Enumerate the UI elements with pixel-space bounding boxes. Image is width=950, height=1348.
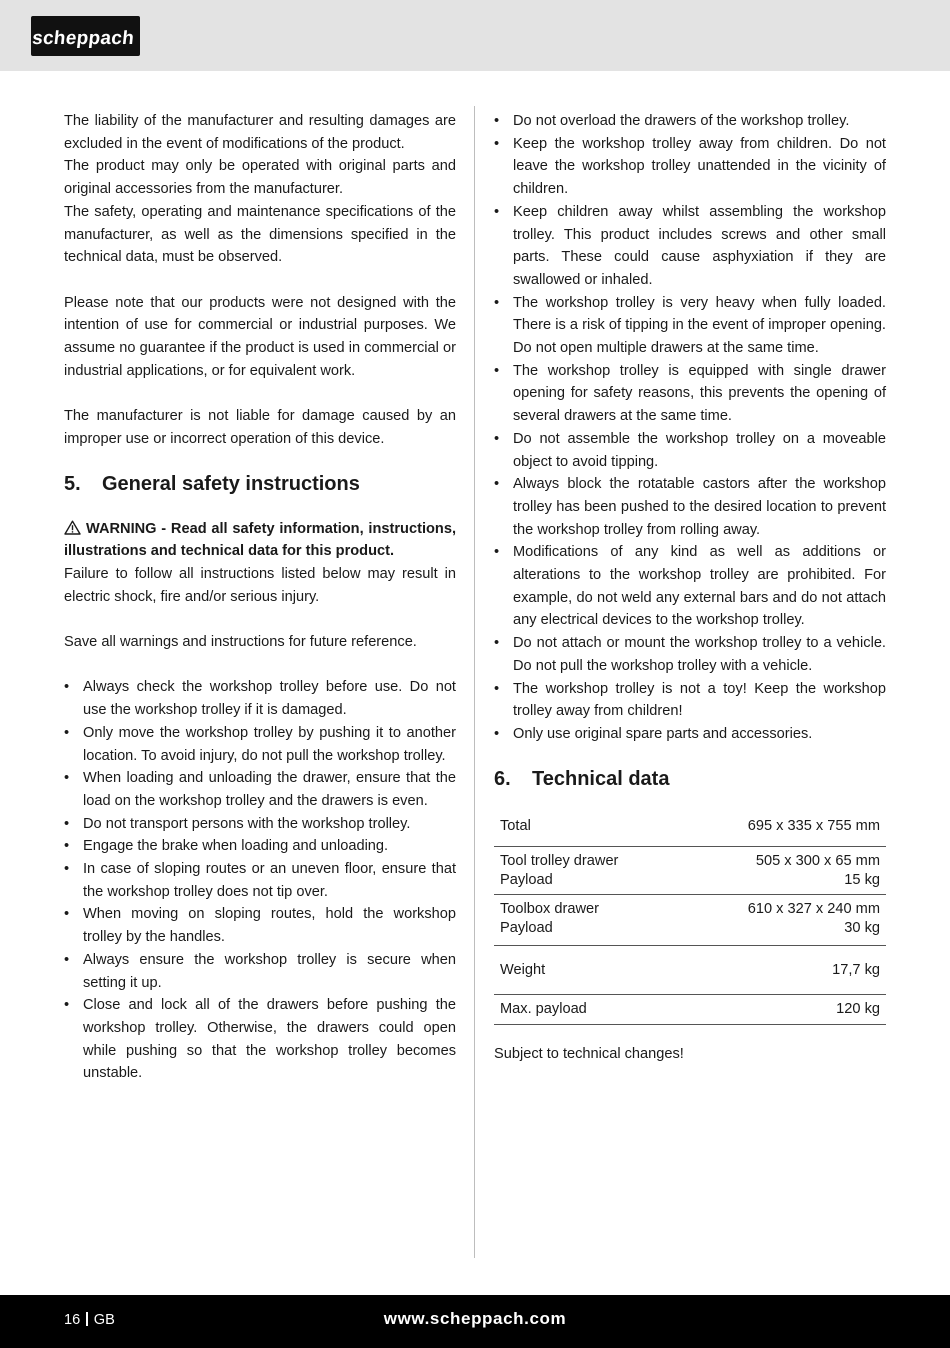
list-item: • Only move the workshop trolley by pushing it to another location. To avoid injury, do not pull the workshop trolley. [64,724,456,764]
table-cell-label: Weight [494,945,680,994]
table-row [494,994,886,1024]
list-item: • Do not overload the drawers of the workshop trolley. [494,113,850,129]
section-6-heading [494,766,886,792]
website-url[interactable]: www.scheppach.com [383,1309,567,1328]
column-divider [474,106,475,1258]
list-item: • The workshop trolley is very heavy when fully loaded. There is a risk of tipping in the event of improper opening. Do not open multiple drawers at the same time. [494,294,886,357]
warning-consequence: Failure to follow all instructions listed below may result in electric shock, fire and/or serious injury. [64,565,456,605]
list-item: • Close and lock all of the drawers before pushing the workshop trolley. Otherwise, the drawers could open while pushing so that the workshop trolley becomes unstable. [64,997,456,1082]
left-column [64,110,456,1085]
list-item: • Keep the workshop trolley away from children. Do not leave the workshop trolley unattended in the vicinity of children. [494,135,886,198]
table-cell-value: 695 x 335 x 755 mm [680,817,886,847]
list-item: • Do not transport persons with the workshop trolley. [64,815,411,832]
table-row [494,945,886,994]
language-code: GB [93,1312,115,1328]
scheppach-logo [31,16,140,56]
table-cell-value: 505 x 300 x 65 mm 15 kg [680,846,886,894]
left-bullet-list [64,676,456,1085]
list-item: • In case of sloping routes or an uneven floor, ensure that the workshop trolley does not tip over. [64,861,456,900]
technical-data-table [494,817,886,1025]
save-instructions: Save all warnings and instructions for future reference. [64,634,417,651]
list-item: • Keep children away whilst assembling the workshop trolley. This product includes screws and other small parts. These could cause asphyxiation if they are swallowed or inhaled. [494,203,886,288]
specifications-paragraph: The safety, operating and maintenance specifications of the manufacturer, as well as the dimensions specified in the technical data, must be observed. [64,203,456,266]
table-cell-label: Total [494,817,680,847]
page-number: 16 [64,1312,81,1328]
table-cell-label: Max. payload [494,994,680,1024]
list-item: • Always check the workshop trolley before use. Do not use the workshop trolley if it is damaged. [64,679,456,719]
svg-text:scheppach: scheppach [31,28,136,49]
warning-triangle-icon [64,520,81,535]
list-item: • Do not assemble the workshop trolley on a moveable object to avoid tipping. [494,430,886,470]
table-cell-value: 610 x 327 x 240 mm 30 kg [680,894,886,945]
table-row [494,894,886,945]
list-item: • When loading and unloading the drawer, ensure that the load on the workshop trolley and the drawers is even. [64,770,456,809]
list-item: • The workshop trolley is equipped with single drawer opening for safety reasons, this prevents the opening of several drawers at the same time. [494,362,886,425]
warning-block [64,518,456,563]
list-item: • Do not attach or mount the workshop trolley to a vehicle. Do not pull the workshop trolley with a vehicle. [494,635,886,674]
table-cell-value: 17,7 kg [680,945,886,994]
footer-bar [0,1295,950,1348]
list-item: • Engage the brake when loading and unloading. [64,838,389,855]
list-item: • Always ensure the workshop trolley is secure when setting it up. [64,951,456,991]
list-item: • The workshop trolley is not a toy! Keep the workshop trolley away from children! [494,680,886,720]
commercial-use-paragraph: Please note that our products were not designed with the intention of use for commercial or industrial purposes. We assume no guarantee if the product is used in commercial or industrial applications, or for equivalent work. [64,294,456,379]
table-row [494,846,886,894]
improper-use-paragraph: The manufacturer is not liable for damage caused by an improper use or incorrect operation of this device. [64,408,456,447]
section-6-number: 6. [494,767,511,790]
header-band [0,0,950,71]
technical-changes-note: Subject to technical changes! [494,1045,684,1062]
table-cell-value: 120 kg [680,994,886,1024]
right-column [494,110,886,1065]
table-cell-label: Toolbox drawer Payload [494,894,680,945]
right-bullet-list [494,110,886,746]
warning-text: WARNING - Read all safety information, instructions, illustrations and technical data for this product. [64,520,456,560]
list-item: • Only use original spare parts and accessories. [494,725,813,742]
list-item: • Always block the rotatable castors after the workshop trolley has been pushed to the desired location to prevent the workshop trolley from rolling away. [494,476,886,538]
table-row [494,817,886,847]
list-item: • When moving on sloping routes, hold the workshop trolley by the handles. [64,906,456,946]
section-5-heading [64,471,456,497]
section-5-title: General safety instructions [102,472,360,495]
list-item: • Modifications of any kind as well as additions or alterations to the workshop trolley are prohibited. For example, do not weld any external bars and do not attach any electrical devices to the workshop trolley. [494,544,886,629]
section-5-number: 5. [64,472,81,495]
original-parts-paragraph: The product may only be operated with original parts and original accessories from the manufacturer. [64,158,456,198]
liability-paragraph: The liability of the manufacturer and resulting damages are excluded in the event of modifications of the product. [64,113,456,152]
table-cell-label: Tool trolley drawer Payload [494,846,680,894]
section-6-title: Technical data [532,767,670,790]
